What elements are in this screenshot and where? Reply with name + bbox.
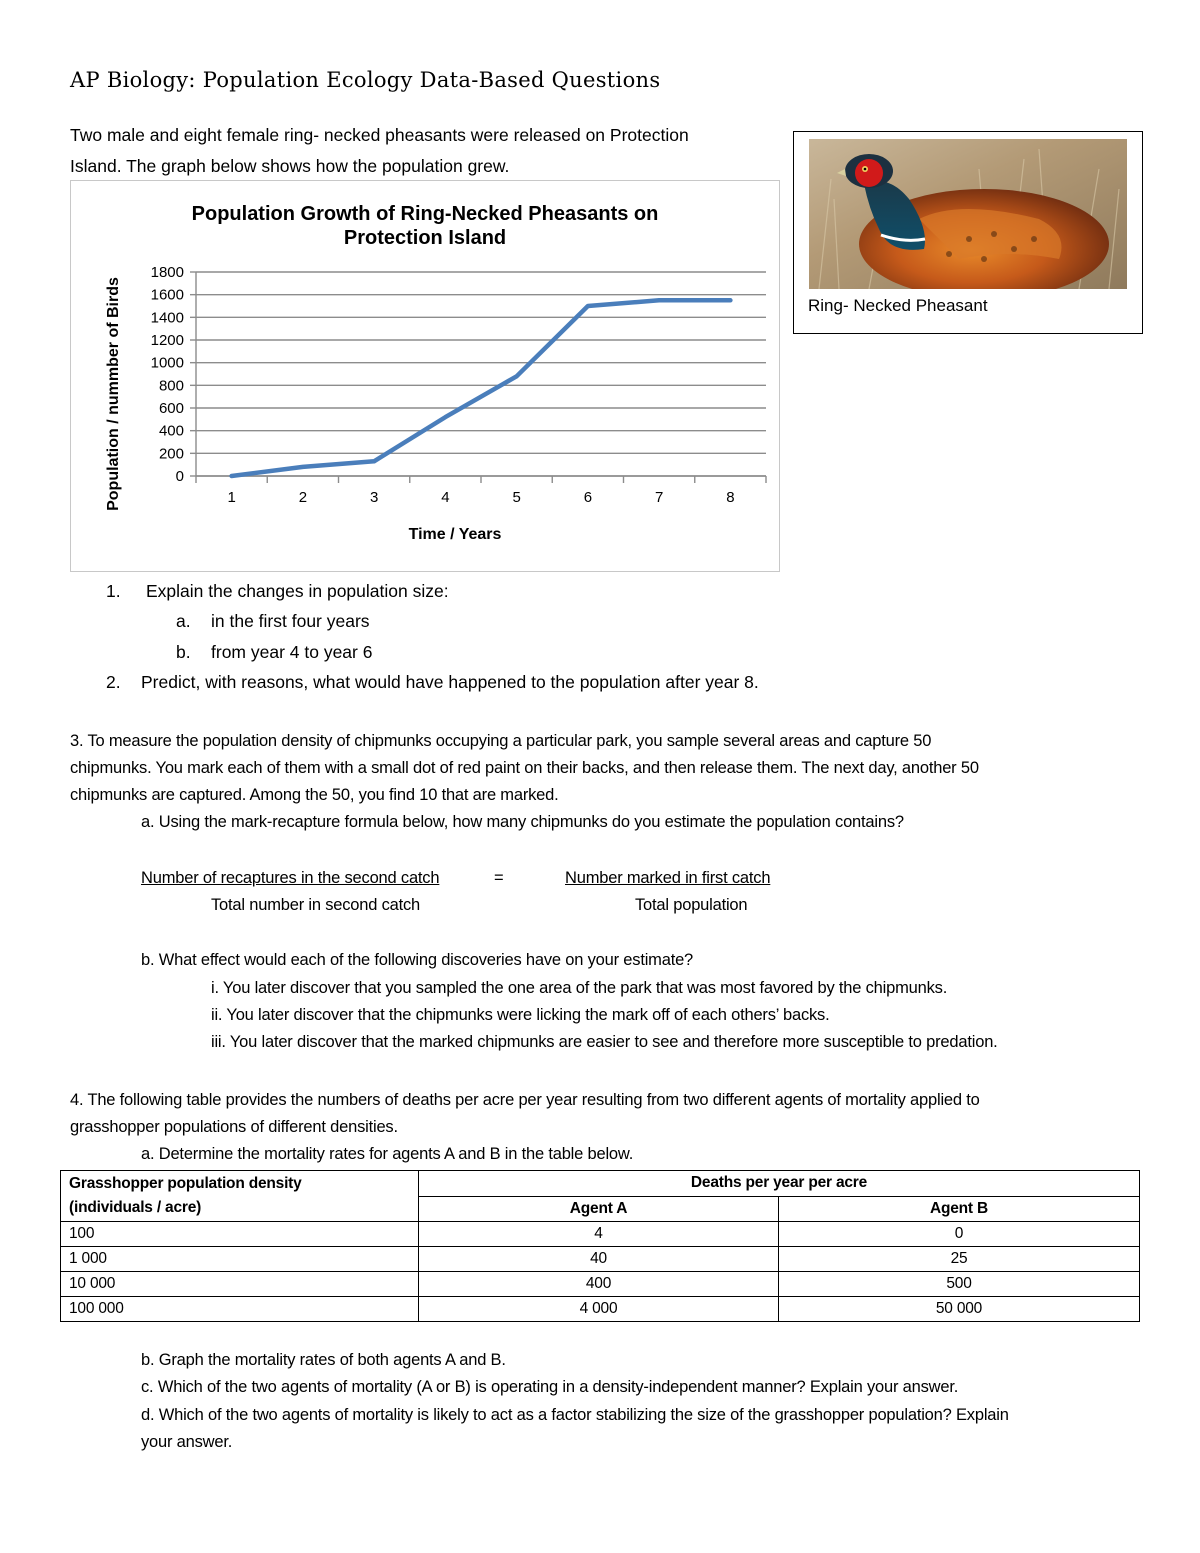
question-2-text: Predict, with reasons, what would have happened to the population after year 8. <box>141 672 759 692</box>
chart-y-tick-label: 600 <box>158 400 184 417</box>
chart-title: Protection Island <box>343 227 507 249</box>
chart-x-tick-label: 1 <box>227 489 236 506</box>
chart-x-tick-label: 3 <box>369 489 379 506</box>
question-3b-text: b. What effect would each of the following discoveries have on your estimate? <box>141 951 694 969</box>
question-3b-iii: iii. You later discover that the marked chipmunks are easier to see and therefore more susceptible to predation. <box>211 1033 998 1051</box>
question-4a-text: a. Determine the mortality rates for agents A and B in the table below. <box>141 1145 634 1163</box>
agent-a-cell: 4 <box>419 1222 779 1247</box>
question-1b-text: from year 4 to year 6 <box>211 642 373 662</box>
chart-x-tick-label: 2 <box>298 489 308 506</box>
chart-x-tick-label: 7 <box>654 489 664 506</box>
chart-y-tick-label: 800 <box>158 377 184 395</box>
agent-a-cell: 40 <box>419 1247 779 1272</box>
intro-paragraph <box>70 120 780 182</box>
density-cell: 10 000 <box>61 1272 419 1297</box>
population-chart <box>70 180 780 572</box>
chart-x-tick-label: 6 <box>583 489 593 506</box>
chart-x-axis-label: Time / Years <box>408 526 502 543</box>
chart-y-tick-label: 1800 <box>150 264 184 281</box>
table-row <box>61 1272 1140 1297</box>
density-cell: 100 000 <box>61 1297 419 1322</box>
formula-left-denominator: Total number in second catch <box>211 896 421 914</box>
chart-y-tick-label: 1600 <box>150 286 184 304</box>
chart-x-tick-label: 5 <box>512 489 521 506</box>
formula-right-denominator: Total population <box>635 896 748 914</box>
density-header: Grasshopper population density (individuals / acre) <box>61 1171 419 1222</box>
question-3b-ii: ii. You later discover that the chipmunks were licking the mark off of each others’ backs. <box>211 1006 830 1024</box>
chart-y-tick-label: 400 <box>158 422 184 440</box>
agent-a-cell: 400 <box>419 1272 779 1297</box>
mortality-table <box>60 1170 1140 1322</box>
density-cell: 100 <box>61 1222 419 1247</box>
chart-y-tick-label: 0 <box>175 468 184 485</box>
question-4b-text: b. Graph the mortality rates of both agents A and B. <box>141 1351 506 1369</box>
agent-b-cell: 25 <box>779 1247 1140 1272</box>
chart-y-tick-label: 200 <box>158 445 184 463</box>
deaths-group-header: Deaths per year per acre <box>419 1171 1140 1197</box>
chart-y-tick-label: 1400 <box>150 309 184 327</box>
question-4c-text: c. Which of the two agents of mortality (A or B) is operating in a density-independent manner? Explain your answer. <box>141 1378 959 1396</box>
agent-a-header: Agent A <box>419 1196 779 1222</box>
formula-right-numerator: Number marked in first catch <box>565 869 771 887</box>
chart-title: Population Growth of Ring-Necked Pheasants on <box>191 203 659 225</box>
agent-b-cell: 50 000 <box>779 1297 1140 1322</box>
chart-y-tick-label: 1000 <box>150 354 184 372</box>
table-row <box>61 1222 1140 1247</box>
question-3b-i: i. You later discover that you sampled the one area of the park that was most favored by the chipmunks. <box>211 979 948 997</box>
question-3a-text: a. Using the mark-recapture formula below, how many chipmunks do you estimate the population contains? <box>141 813 904 831</box>
question-3-line: chipmunks are captured. Among the 50, you find 10 that are marked. <box>70 786 559 804</box>
pheasant-photo <box>809 139 1127 289</box>
chart-x-tick-label: 8 <box>726 489 735 506</box>
question-1a-text: in the first four years <box>211 611 370 631</box>
question-4d-line: d. Which of the two agents of mortality is likely to act as a factor stabilizing the size of the grasshopper population? Explain <box>141 1406 1009 1424</box>
question-4d-line: your answer. <box>141 1433 233 1451</box>
table-row <box>61 1297 1140 1322</box>
question-1a-number: a. <box>176 611 191 631</box>
question-4-line: 4. The following table provides the numbers of deaths per acre per year resulting from two different agents of mortality applied to <box>70 1091 980 1109</box>
agent-b-header: Agent B <box>779 1196 1140 1222</box>
photo-caption: Ring- Necked Pheasant <box>808 296 988 315</box>
chart-x-tick-label: 4 <box>441 489 450 506</box>
formula-left-numerator: Number of recaptures in the second catch <box>141 869 440 887</box>
agent-b-cell: 0 <box>779 1222 1140 1247</box>
question-1-number: 1. <box>106 581 121 601</box>
formula-equals: = <box>494 869 504 887</box>
chart-y-tick-label: 1200 <box>150 332 184 349</box>
question-1b-number: b. <box>176 642 191 662</box>
chart-y-axis-label: Population / nummber of Birds <box>105 277 122 511</box>
question-1-text: Explain the changes in population size: <box>146 581 449 601</box>
intro-line: Island. The graph below shows how the population grew. <box>70 156 510 176</box>
intro-line: Two male and eight female ring- necked pheasants were released on Protection <box>70 125 689 145</box>
density-cell: 1 000 <box>61 1247 419 1272</box>
question-2-number: 2. <box>106 672 121 692</box>
page-title: AP Biology: Population Ecology Data-Based Questions <box>70 68 661 92</box>
question-3-line: chipmunks. You mark each of them with a small dot of red paint on their backs, and then release them. The next day, another 50 <box>70 759 979 777</box>
chart-series-line <box>232 300 731 476</box>
question-4-line: grasshopper populations of different densities. <box>70 1118 398 1136</box>
agent-b-cell: 500 <box>779 1272 1140 1297</box>
table-row <box>61 1247 1140 1272</box>
agent-a-cell: 4 000 <box>419 1297 779 1322</box>
question-3-line: 3. To measure the population density of chipmunks occupying a particular park, you sample several areas and capture 50 <box>70 732 932 750</box>
